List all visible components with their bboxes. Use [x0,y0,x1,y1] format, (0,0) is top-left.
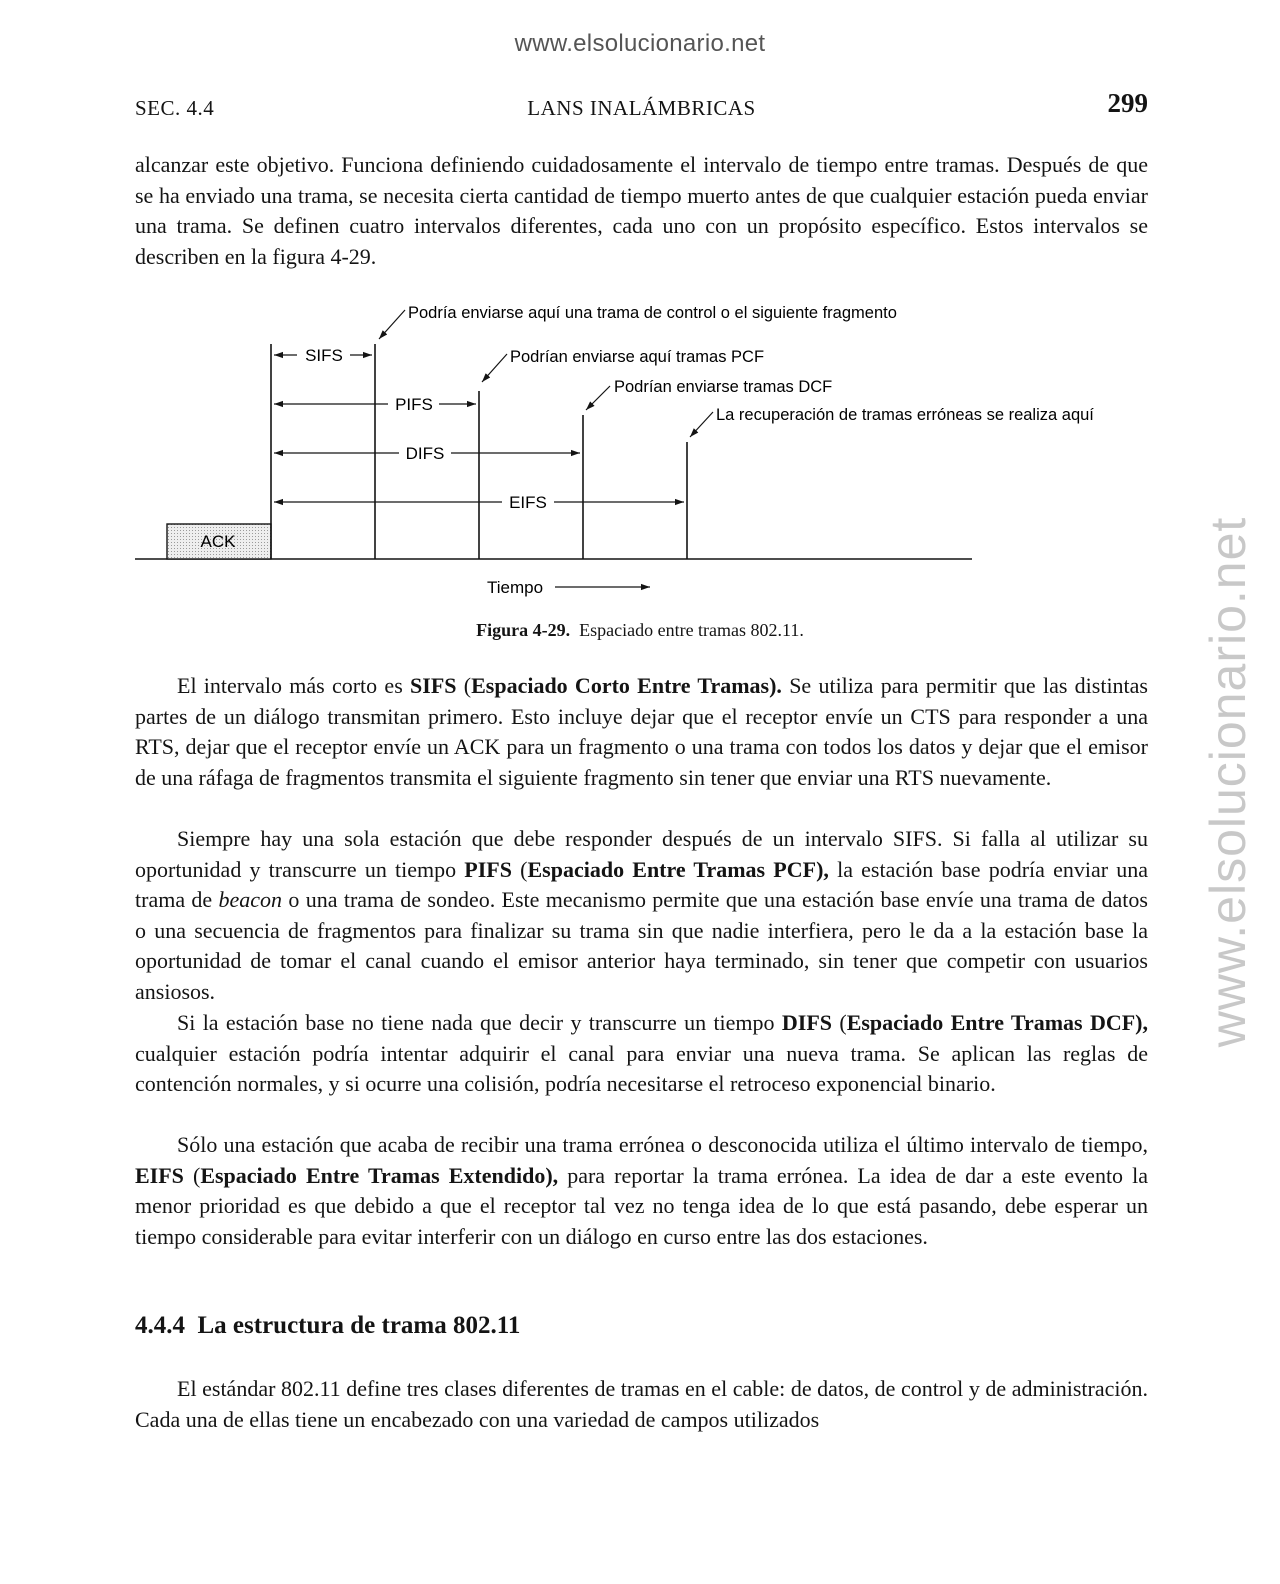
pifs-label: PIFS [395,395,433,414]
pifs-term: PIFS [464,856,512,882]
watermark-top: www.elsolucionario.net [514,30,766,57]
time-label: Tiempo [487,578,544,597]
pifs-term-open: ( [511,856,528,882]
sifs-pointer-arrow [379,310,405,339]
pifs-text-before: Siempre hay una sola estación que debe responder después de un intervalo SIFS. Si falla al utilizar su oportunidad y transcurre un tiempo [135,826,1148,882]
eifs-label: EIFS [509,493,547,512]
interframe-spacing-figure [0,290,1280,610]
difs-pointer-arrow [586,386,610,410]
paragraph-difs [135,1008,1148,1100]
page-number: 299 [1107,88,1148,118]
paragraph-eifs [135,1130,1148,1252]
figure-caption [0,620,1280,641]
difs-expansion: Espaciado Entre Tramas DCF), [846,1010,1148,1035]
pifs-pointer-arrow [482,354,507,382]
section-number: 4.4.4 [135,1312,185,1339]
sifs-term-open: ( [456,673,472,698]
eifs-annotation: La recuperación de tramas erróneas se realiza aquí [716,406,1094,424]
eifs-term: EIFS [135,1162,184,1188]
sifs-label: SIFS [305,346,343,365]
caption-text: Espaciado entre tramas 802.11. [579,620,804,640]
paragraph-sifs [135,671,1148,793]
watermark-side: www.elsolucionario.net [1200,516,1256,1048]
pifs-text-middle: la estación base podría enviar una trama de [135,856,1149,913]
section-label: SEC. 4.4 [135,96,215,120]
paragraph-pifs [135,824,1148,1008]
eifs-pointer-arrow [690,412,713,437]
paragraph-intro: alcanzar este objetivo. Funciona definiendo cuidadosamente el intervalo de tiempo entre tramas. Después de que se ha enviado una trama, se necesita cierta cantidad de tiempo muerto antes de que cualquier estación pueda enviar una trama. Se definen cuatro intervalos diferentes, cada uno con un propósito específico. Estos intervalos se describen en la figura 4-29. [135,152,1148,269]
difs-label: DIFS [405,444,445,463]
section-heading [135,1312,520,1340]
paragraph-frame-structure: El estándar 802.11 define tres clases diferentes de tramas en el cable: de datos, de control y de administración. Cada una de ellas tiene un encabezado con una variedad de campos utilizados [135,1376,1148,1432]
eifs-text-before: Sólo una estación que acaba de recibir una trama errónea o desconocida utiliza el último intervalo de tiempo, [177,1132,1148,1157]
sifs-text-after: Se utiliza para permitir que las distintas partes de un diálogo transmitan primero. Esto incluye dejar que el receptor envíe un CTS para responder a una RTS, dejar que el receptor envíe un ACK para un fragmento o una trama con todos los datos y dejar que el emisor de una ráfaga de fragmentos transmita el siguiente fragmento sin tener que enviar una RTS nuevamente. [135,673,1148,790]
sifs-term: SIFS [410,673,457,698]
section-title: La estructura de trama 802.11 [197,1312,521,1339]
pifs-text-after: o una trama de sondeo. Este mecanismo permite que una estación base envíe una trama de datos o una secuencia de fragmentos para finalizar su trama sin que nadie interfiera, pero le da a la estación base la oportunidad de tomar el canal cuando el emisor anterior haya terminado, sin tener que competir con usuarios ansiosos. [135,887,1148,1004]
ack-label: ACK [200,532,236,551]
pifs-expansion: Espaciado Entre Tramas PCF), [527,856,829,882]
difs-text-after: cualquier estación podría intentar adquirir el canal para enviar una nueva trama. Se aplican las reglas de contención normales, y si ocurre una colisión, podría necesitarse el retroceso exponencial binario. [135,1040,1148,1097]
difs-text-before: Si la estación base no tiene nada que decir y transcurre un tiempo [177,1010,782,1035]
difs-term: DIFS [781,1010,833,1035]
eifs-expansion: Espaciado Entre Tramas Extendido), [200,1162,559,1188]
pifs-annotation: Podrían enviarse aquí tramas PCF [510,348,765,366]
sifs-expansion: Espaciado Corto Entre Tramas). [471,673,782,698]
eifs-term-open: ( [183,1162,201,1188]
sifs-text-before: El intervalo más corto es [177,673,411,698]
sifs-annotation: Podría enviarse aquí una trama de control o el siguiente fragmento [408,304,897,322]
difs-term-open: ( [832,1010,847,1035]
running-head [135,88,1148,126]
caption-label: Figura 4-29. [476,620,571,640]
difs-annotation: Podrían enviarse tramas DCF [614,378,833,396]
pifs-italic-term: beacon [218,887,283,913]
chapter-title: LANS INALÁMBRICAS [527,96,756,120]
eifs-text-after: para reportar la trama errónea. La idea de dar a este evento la menor prioridad es que debido a que el receptor tal vez no tenga idea de lo que está pasando, debe esperar un tiempo considerable para evitar interferir con un diálogo en curso entre las dos estaciones. [135,1162,1148,1249]
